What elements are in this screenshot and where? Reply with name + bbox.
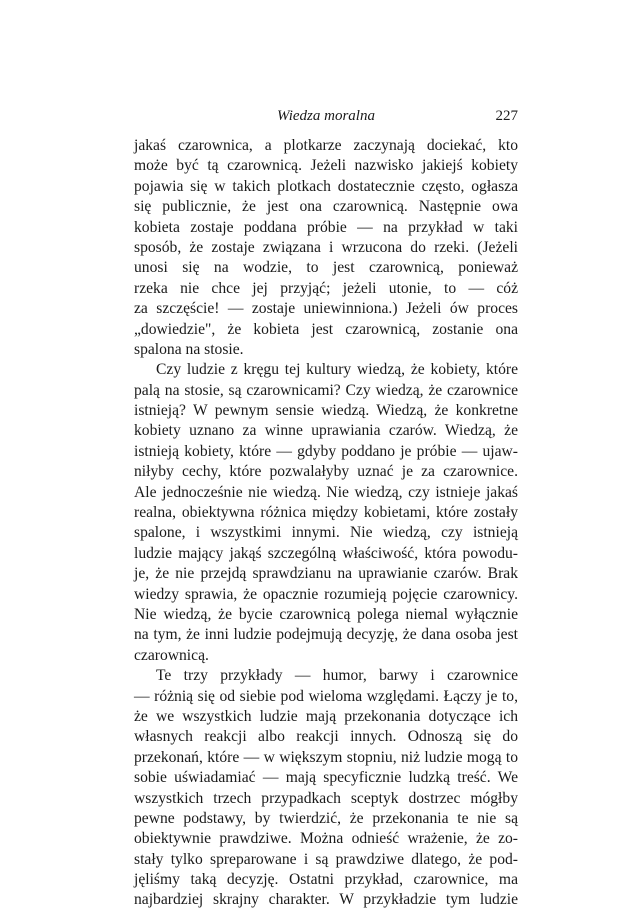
text-line: — różnią się od siebie pod wieloma względami. Łączy je to, <box>134 687 518 705</box>
text-line: przekonań, które — w większym stopniu, niż ludzie mogą to <box>134 748 518 766</box>
text-line: pewne podstawy, by twierdzić, że przekonania te nie są <box>134 809 518 827</box>
text-line: Ale jednocześnie nie wiedzą. Nie wiedzą, czy istnieje jakaś <box>134 483 518 501</box>
text-line: czarownicą. <box>134 646 209 664</box>
text-line: obiektywnie prawdziwe. Można odnieść wrażenie, że zo- <box>134 830 518 848</box>
text-line: sobie uświadamiać — mają specyficznie ludzką treść. We <box>134 769 518 787</box>
text-line: spalone, i wszystkimi innymi. Nie wiedzą, czy istnieją <box>134 524 518 542</box>
text-line: na tym, że inni ludzie podejmują decyzję, że dana osoba jest <box>134 626 518 644</box>
text-line: ludzie mający jakąś szczególną właściwość, która powodu- <box>134 544 518 562</box>
text-line: sposób, że zostaje związana i wrzucona do rzeki. (Jeżeli <box>134 238 518 256</box>
text-line: rzeka nie chce jej przyjąć; jeżeli utonie, to — cóż <box>134 279 518 297</box>
running-head <box>134 108 518 128</box>
text-line: Nie wiedzą, że bycie czarownicą polega niemal wyłącznie <box>134 605 518 623</box>
text-line: unosi się na wodzie, to jest czarownicą, ponieważ <box>134 259 518 277</box>
text-line: stały tylko spreparowane i są prawdziwe dlatego, że pod- <box>134 850 518 868</box>
text-line: istnieją? W pewnym sensie wiedzą. Wiedzą, że konkretne <box>134 402 518 420</box>
text-line: się publicznie, że jest ona czarownicą. Następnie owa <box>134 198 518 216</box>
text-line: jęliśmy taką decyzję. Ostatni przykład, czarownice, ma <box>134 871 518 889</box>
body-text <box>134 136 518 911</box>
text-line: niłyby cechy, które pozwalałyby uznać je za czarownice. <box>134 463 518 481</box>
text-line: wszystkich trzech przypadkach sceptyk dostrzec mógłby <box>134 789 518 807</box>
text-line: pojawia się w takich plotkach dostatecznie często, ogłasza <box>134 177 518 195</box>
text-line: Czy ludzie z kręgu tej kultury wiedzą, że kobiety, które <box>156 361 518 379</box>
text-line: najbardziej skrajny charakter. W przykładzie tym ludzie <box>134 891 518 909</box>
text-line: że we wszystkich ludzie mają przekonania dotyczące ich <box>134 707 518 725</box>
text-line: własnych reakcji albo reakcji innych. Odnoszą się do <box>134 728 518 746</box>
text-line: palą na stosie, są czarownicami? Czy wiedzą, że czarownice <box>134 381 518 399</box>
text-line: może być tą czarownicą. Jeżeli nazwisko jakiejś kobiety <box>134 157 518 175</box>
text-line: kobiety uznano za winne uprawiania czarów. Wiedzą, że <box>134 422 518 440</box>
text-line: za szczęście! — zostaje uniewinniona.) Jeżeli ów proces <box>134 300 518 318</box>
page-number: 227 <box>495 108 518 124</box>
text-line: jakaś czarownica, a plotkarze zaczynają dociekać, kto <box>134 137 518 154</box>
text-line: „dowiedzie", że kobieta jest czarownicą, zostanie ona <box>134 320 518 338</box>
text-line: kobieta zostaje poddana próbie — na przykład w taki <box>134 218 518 236</box>
text-line: wiedzy sprawia, że opacznie rozumieją pojęcie czarownicy. <box>134 585 518 603</box>
text-line: je, że nie przejdą sprawdzianu na uprawianie czarów. Brak <box>134 565 518 583</box>
running-title: Wiedza moralna <box>277 108 375 124</box>
text-line: istnieją kobiety, które — gdyby poddano je próbie — ujaw- <box>134 442 518 460</box>
text-line: spalona na stosie. <box>134 340 244 358</box>
text-line: realna, obiektywna różnica między kobietami, które zostały <box>134 504 518 522</box>
text-line: Te trzy przykłady — humor, barwy i czarownice <box>156 667 518 685</box>
